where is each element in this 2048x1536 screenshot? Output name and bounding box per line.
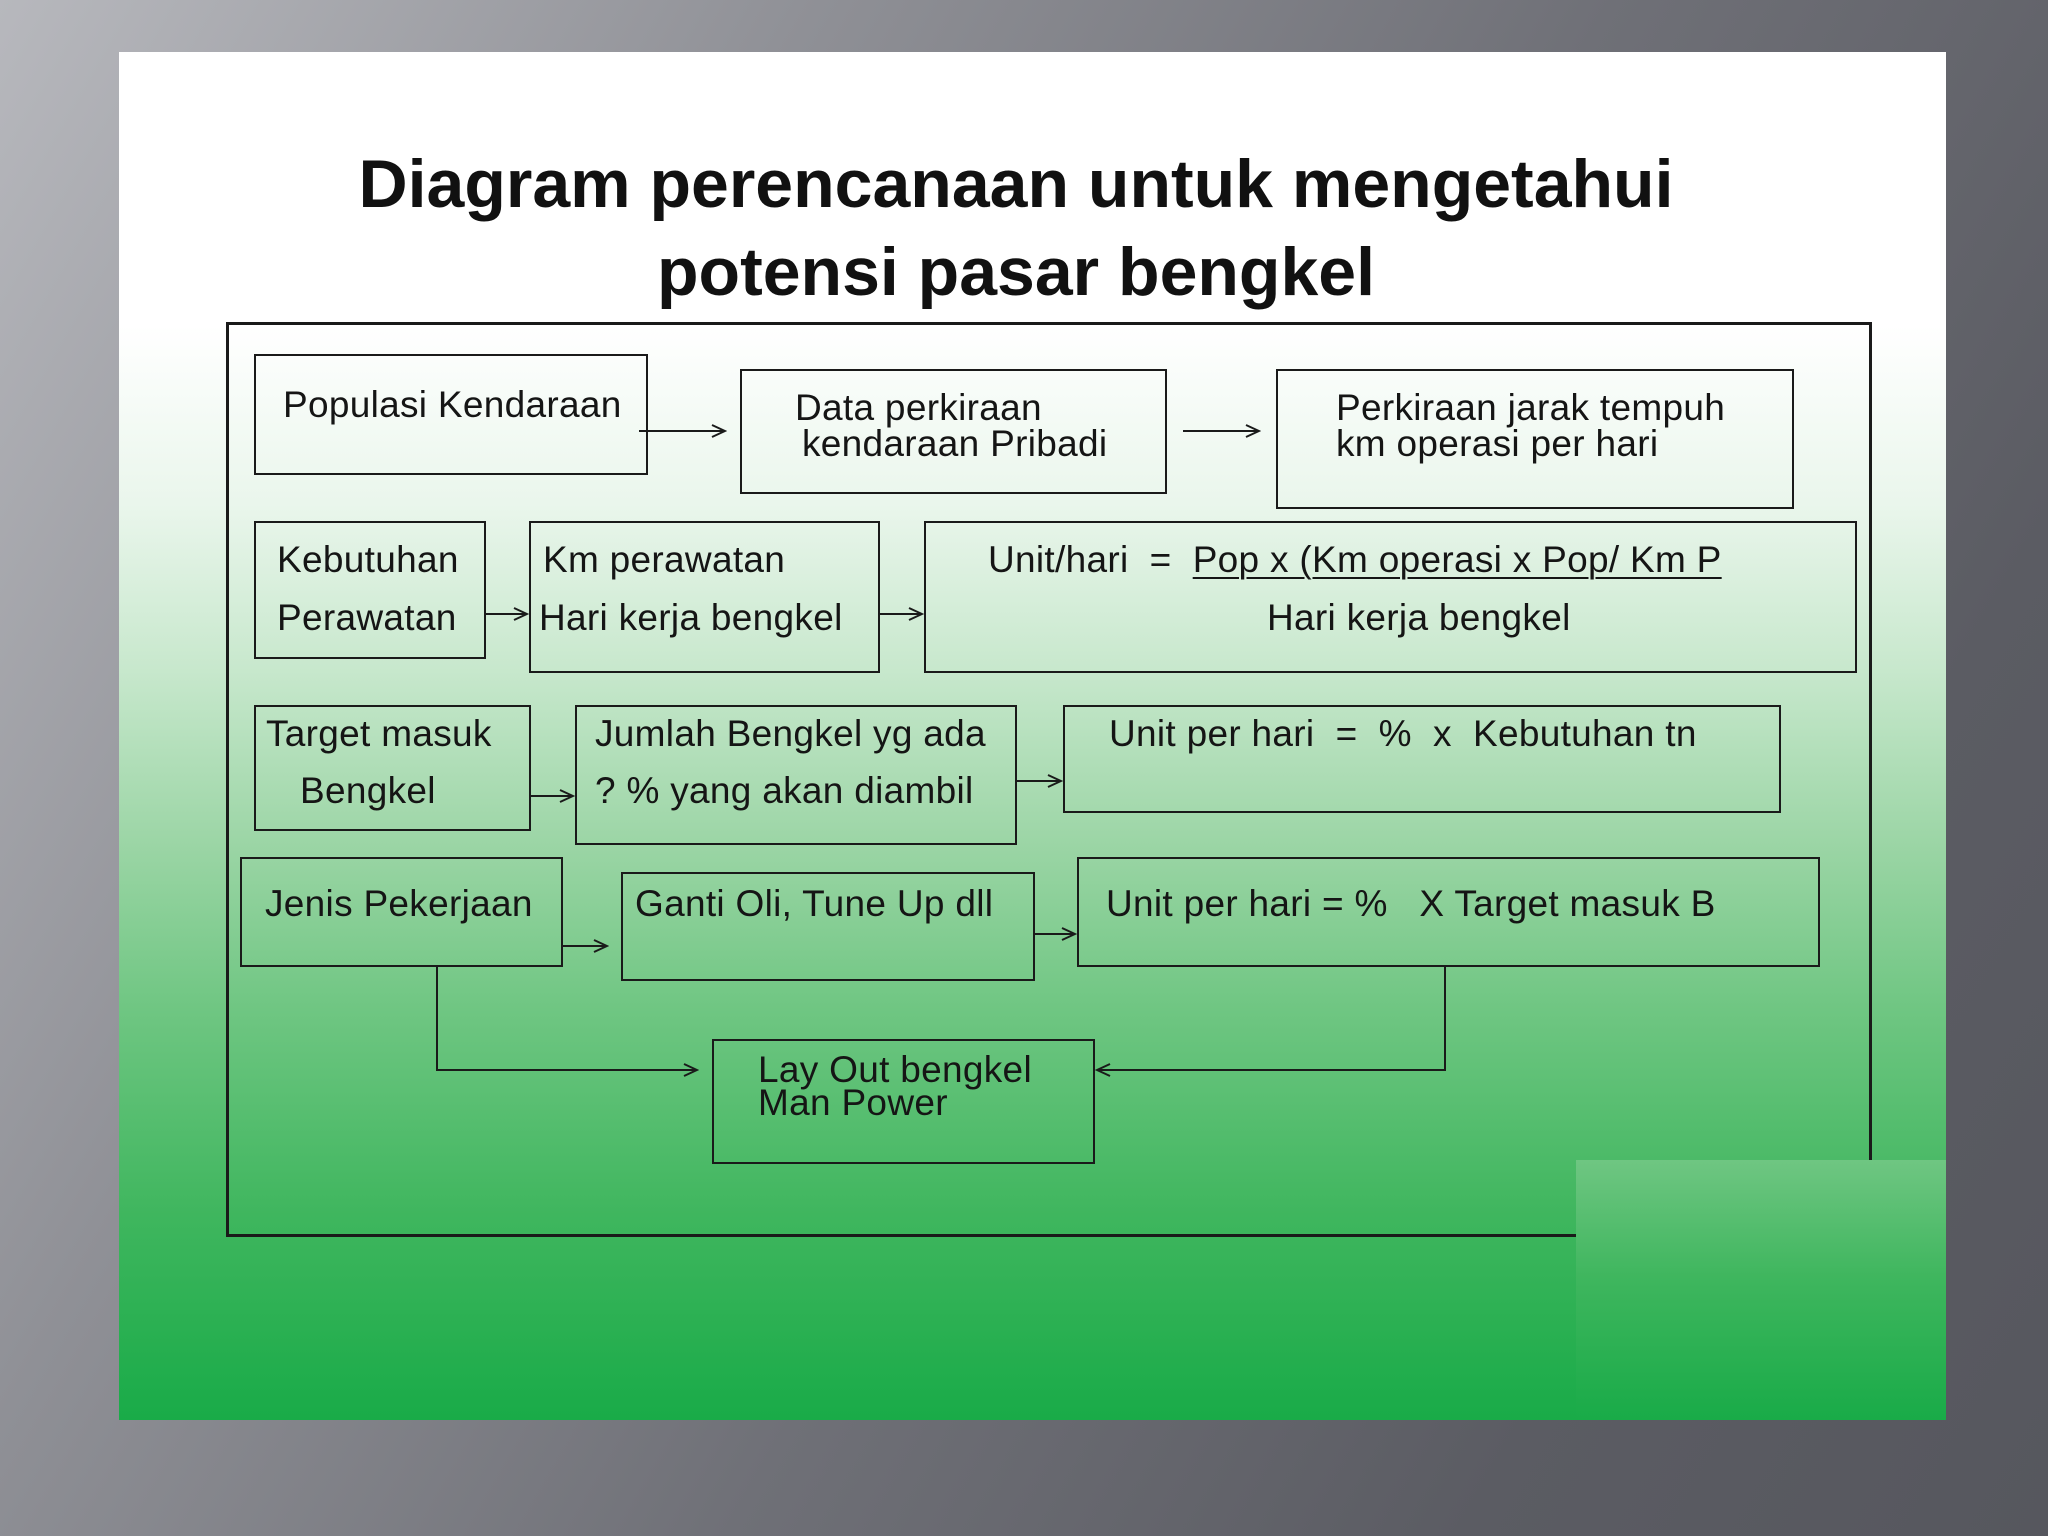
box-label: Ganti Oli, Tune Up dll bbox=[635, 883, 994, 924]
box-label: Unit per hari = % x Kebutuhan tn bbox=[1109, 713, 1697, 754]
box-label-line-1: Perkiraan jarak tempuh bbox=[1336, 387, 1726, 428]
box-label-line-2: km operasi per hari bbox=[1336, 423, 1659, 464]
formula-denominator: Hari kerja bengkel bbox=[1267, 597, 1571, 638]
box-label-line-1: Target masuk bbox=[266, 713, 492, 754]
box-label-line-2: Hari kerja bengkel bbox=[539, 597, 843, 638]
formula-numerator: Pop x (Km operasi x Pop/ Km P bbox=[1192, 539, 1722, 580]
arrow-unit-to-layout bbox=[1097, 967, 1445, 1070]
box-label-line-1: Jumlah Bengkel yg ada bbox=[595, 713, 986, 754]
box-label-line-2: Man Power bbox=[758, 1082, 948, 1123]
frame-corner-overlay bbox=[1576, 1160, 1946, 1420]
box-label-line-1: Data perkiraan bbox=[795, 387, 1042, 428]
formula-prefix: Unit/hari = bbox=[988, 539, 1193, 580]
title-line-1: Diagram perencanaan untuk mengetahui bbox=[358, 146, 1674, 222]
box-label-line-2: kendaraan Pribadi bbox=[802, 423, 1108, 464]
box-label-line-2: Perawatan bbox=[277, 597, 457, 638]
box-label: Populasi Kendaraan bbox=[283, 384, 622, 425]
title-line-2: potensi pasar bengkel bbox=[657, 234, 1375, 310]
box-label-line-1: Kebutuhan bbox=[277, 539, 459, 580]
box-label-line-2: ? % yang akan diambil bbox=[595, 770, 974, 811]
arrow-jenis-to-layout bbox=[437, 967, 697, 1070]
box-label-line-1: Lay Out bengkel bbox=[758, 1049, 1032, 1090]
slide bbox=[119, 52, 1946, 1420]
box-label-line-2: Bengkel bbox=[300, 770, 436, 811]
box-label: Unit per hari = % X Target masuk B bbox=[1106, 883, 1716, 924]
box-label: Jenis Pekerjaan bbox=[265, 883, 533, 924]
box-label-line-1: Km perawatan bbox=[543, 539, 786, 580]
